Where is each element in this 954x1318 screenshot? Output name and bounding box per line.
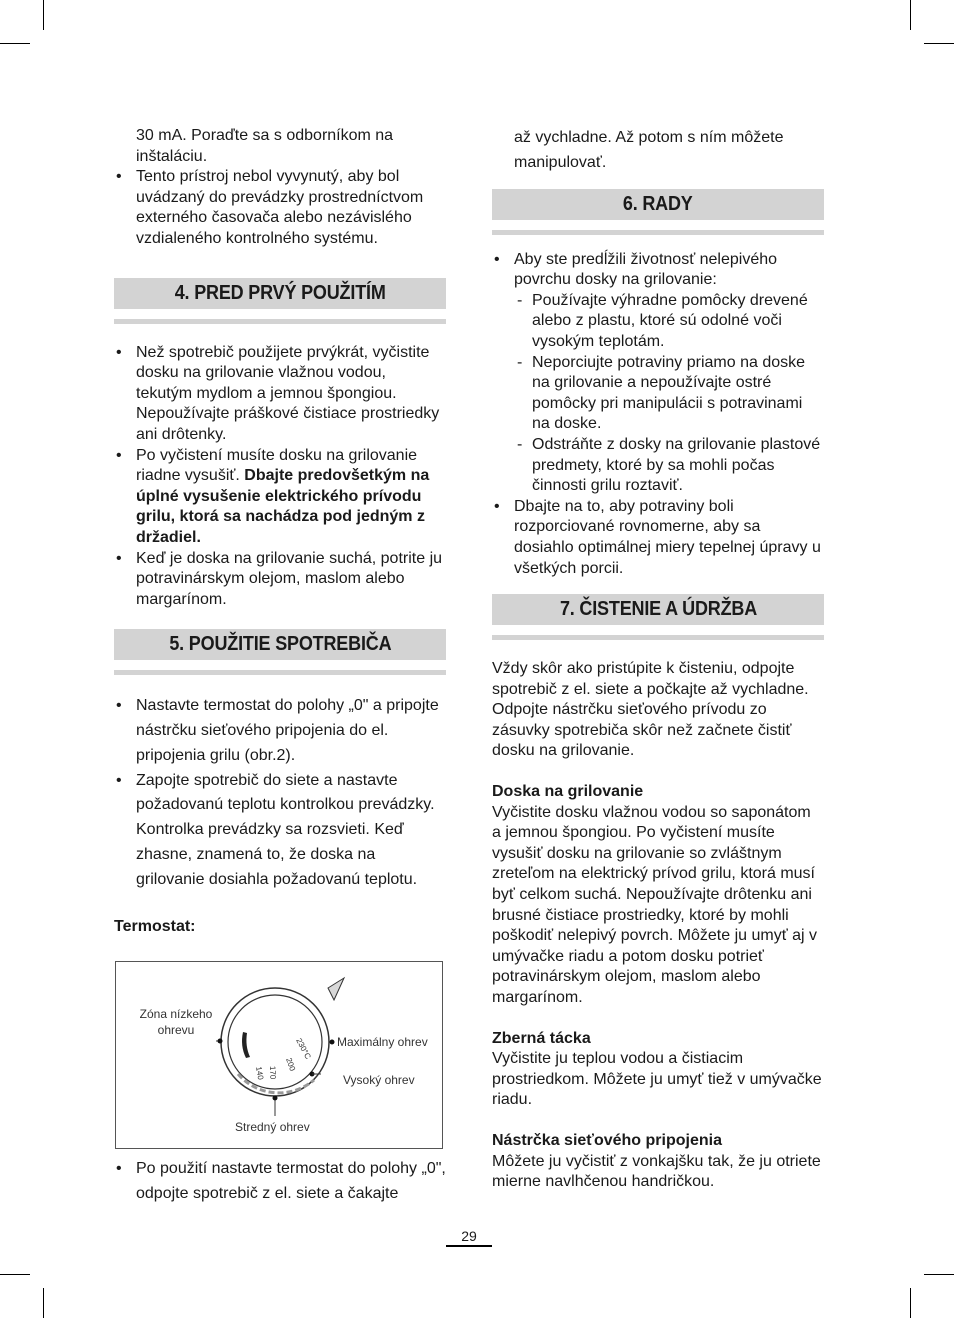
list-item: • Zapojte spotrebič do siete a nastavte požadovanú teplotu kontrolkou prevádzky. Kontrolka prevádzky sa rozsvieti. Keď zhasne, znamená to, že doska na grilovanie dosiahla požadovanú teplotu.: [114, 769, 446, 893]
intro-bullets: [114, 167, 446, 249]
intro-continuation: 30 mA. Poraďte sa s odborníkom na inštaláciu.: [136, 127, 394, 165]
section-4-list: [114, 343, 446, 611]
power-connector-text: Môžete ju vyčistiť z vonkajšku tak, že ju otriete mierne navlhčenou handričkou.: [492, 1152, 821, 1191]
crop-mark: [924, 1274, 954, 1275]
section-heading-5: 5. POUŽITIE SPOTREBIČA: [114, 629, 446, 670]
grill-plate-text: Vyčistite dosku vlažnou vodou so saponátom a jemnou špongiou. Po vyčistení musíte vysušiť dosku na grilovanie so zvláštnym zreteľom na elektrický prívod grilu, ktorá musí byť celkom suchá. Nepoužívajte drôtenku ani brusné čistiace prostriedky, ktoré by mohli poškodiť nelepivý povrch. Môžete ju umyť aj v umývačke riadu a potom dosku potrieť potravinárskym olejom, maslom alebo margarínom.: [492, 803, 818, 1006]
crop-mark: [43, 1288, 44, 1318]
tick-label-170: 170: [268, 1065, 278, 1080]
section-5-list: [114, 694, 446, 892]
section-heading-4: 4. PRED PRVÝ POUŽITÍM: [114, 278, 446, 319]
list-item: • Dbajte na to, aby potraviny boli rozporciované rovnomerne, aby sa dosiahlo optimálnej miery tepelnej úpravy u všetkých porcii.: [492, 497, 824, 579]
crop-mark: [43, 0, 44, 30]
page-number: 29: [446, 1227, 492, 1247]
subheading-drip-tray: Zberná tácka: [492, 1029, 591, 1047]
sub-list-item: - Neporciujte potraviny priamo na doske na grilovanie a nepoužívajte ostré pomôcky pri manipulácii s potravinami na doske.: [514, 353, 824, 435]
list-item: • Nastavte termostat do polohy „0" a pripojte nástrčku sieťového pripojenia do el. pripojenia grilu (obr.2).: [114, 694, 446, 768]
right-column: [492, 126, 824, 1193]
tick-label-230: 230°C: [294, 1036, 313, 1061]
crop-mark: [0, 1274, 30, 1275]
dial-indicator-mark: [242, 1032, 250, 1058]
label-max-heat: Maximálny ohrev: [337, 1035, 428, 1049]
sub-list-item: - Odstráňte z dosky na grilovanie plastové predmety, ktoré by sa mohli počas činnosti grilu roztaviť.: [514, 435, 824, 497]
left-column-tail: [114, 1157, 446, 1207]
label-low-zone: Zóna nízkeho ohrevu: [139, 1007, 213, 1037]
list-item: • Keď je doska na grilovanie suchá, potrite ju potravinárskym olejom, maslom alebo margarínom.: [114, 549, 446, 611]
drip-tray-text: Vyčistite ju teplou vodou a čistiacim prostriedkom. Môžete ju umyť tiež v umývačke riadu.: [492, 1050, 822, 1109]
sub-list-item: - Používajte výhradne pomôcky drevené alebo z plastu, ktoré sú odolné voči vysokým teplotám.: [514, 291, 824, 353]
section-6-list: [492, 250, 824, 580]
list-item: • Aby ste predĺžili životnosť nelepivého povrchu dosky na grilovanie: - Používajte výhradne pomôcky drevené alebo z plastu, ktoré sú odolné voči vysokým teplotám. - Neporciujte potraviny priamo na doske na grilovanie a nepoužívajte ostré pomôcky pri manipulácii s potravinami na doske. - Odstráňte z dosky na grilovanie plastové predmety, ktoré by sa mohli počas činnosti grilu roztaviť.: [492, 250, 824, 497]
label-high-heat: Vysoký ohrev: [343, 1073, 415, 1087]
crop-mark: [910, 0, 911, 30]
section-5-list-tail: [114, 1157, 446, 1207]
list-item: • Po použití nastavte termostat do polohy „0", odpojte spotrebič z el. siete a čakajte: [114, 1157, 446, 1207]
section-heading-6: 6. RADY: [492, 189, 824, 230]
pointer-triangle-icon: [328, 978, 344, 1000]
tick-label-140: 140: [254, 1065, 266, 1081]
crop-mark: [924, 43, 954, 44]
crop-mark: [0, 43, 30, 44]
list-item: • Tento prístroj nebol vyvynutý, aby bol uvádzaný do prevádzky prostredníctvom externého časovača alebo nezávislého vzdialeného kontrolného systému.: [114, 167, 446, 249]
list-item: • Po vyčistení musíte dosku na grilovanie riadne vysušiť. Dbajte predovšetkým na úplné vysušenie elektrického prívodu grilu, ktorá sa nachádza pod jedným z držadiel.: [114, 446, 446, 549]
label-mid-heat: Stredný ohrev: [235, 1120, 310, 1134]
subheading-grill-plate: Doska na grilovanie: [492, 783, 644, 801]
termostat-label: Termostat:: [114, 917, 196, 935]
left-column: [114, 126, 446, 937]
thermostat-dial-figure: [115, 961, 443, 1149]
subheading-power-connector: Nástrčka sieťového pripojenia: [492, 1131, 722, 1149]
section-heading-7: 7. ČISTENIE A ÚDRŽBA: [492, 594, 824, 635]
tick-label-200: 200: [284, 1056, 298, 1073]
intro-continuation: až vychladne. Až potom s ním môžete manipulovať.: [514, 129, 784, 171]
crop-mark: [910, 1288, 911, 1318]
sub-list: [514, 291, 824, 497]
list-item: • Než spotrebič použijete prvýkrát, vyčistite dosku na grilovanie vlažnou vodou, tekutým mydlom a jemnou špongiou. Nepoužívajte práškové čistiace prostriedky ani drôtenky.: [114, 343, 446, 446]
cleaning-intro: Vždy skôr ako pristúpite k čisteniu, odpojte spotrebič z el. siete a počkajte až vychladne. Odpojte nástrčku sieťového prívodu zo zásuvky spotrebiča skôr než začnete čistiť dosku na grilovanie.: [492, 660, 809, 760]
